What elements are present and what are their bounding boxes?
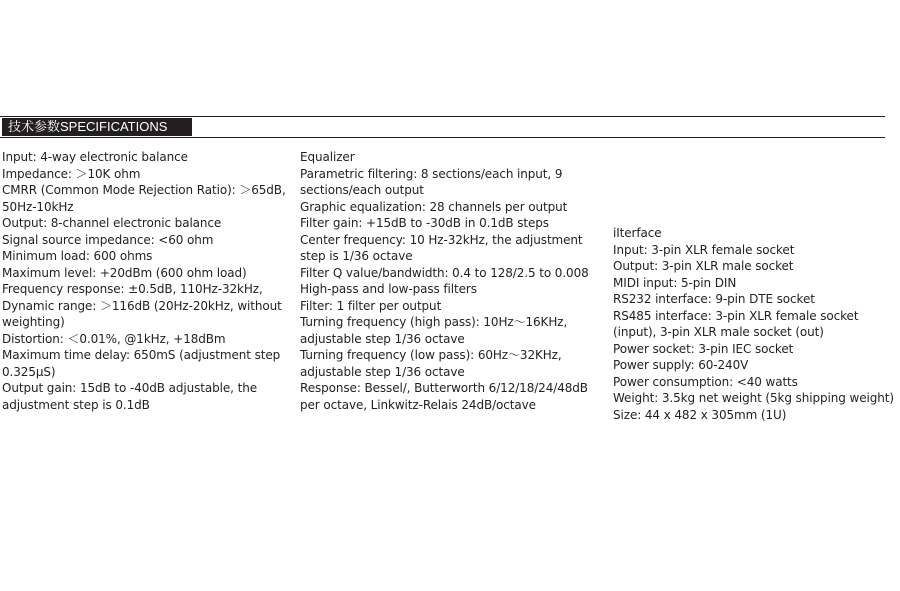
- spec-line-filter-count: Filter: 1 filter per output: [300, 298, 442, 313]
- spec-line-cmrr: CMRR (Common Mode Rejection Ratio): ＞65dB, 50Hz-10kHz: [2, 183, 286, 214]
- spec-line-dynamic-range: Dynamic range: ＞116dB (20Hz-20kHz, without weighting): [2, 298, 282, 329]
- section-heading: 技术参数SPECIFICATIONS: [2, 118, 192, 136]
- spec-line-output-gain: Output gain: 15dB to -40dB adjustable, the adjustment step is 0.1dB: [2, 381, 258, 412]
- spec-line-parametric-filtering: Parametric filtering: 8 sections/each input, 9 sections/each output: [300, 166, 563, 197]
- spec-line-minimum-load: Minimum load: 600 ohms: [2, 249, 153, 263]
- spec-line-time-delay: Maximum time delay: 650mS (adjustment step 0.325μS): [2, 348, 281, 379]
- spec-line-output-socket: Output: 3-pin XLR male socket: [613, 259, 794, 273]
- bottom-rule: [0, 137, 885, 138]
- spec-line-response: Response: Bessel/, Butterworth 6/12/18/24/48dB per octave, Linkwitz-Relais 24dB/octave: [300, 381, 588, 412]
- spec-line-equalizer-heading: Equalizer: [300, 150, 355, 164]
- spec-line-graphic-eq: Graphic equalization: 28 channels per output: [300, 199, 568, 214]
- spec-line-output: Output: 8-channel electronic balance: [2, 216, 222, 230]
- spec-line-filter-q: Filter Q value/bandwidth: 0.4 to 128/2.5 to 0.008: [300, 265, 589, 280]
- spec-line-distortion: Distortion: ＜0.01%, @1kHz, +18dBm: [2, 331, 226, 346]
- spec-line-input-socket: Input: 3-pin XLR female socket: [613, 242, 795, 257]
- spec-line-source-impedance: Signal source impedance: <60 ohm: [2, 232, 214, 247]
- spec-line-size: Size: 44 x 482 x 305mm (1U): [613, 407, 787, 422]
- spec-line-high-pass: Turning frequency (high pass): 10Hz～16KHz, adjustable step 1/36 octave: [300, 315, 568, 346]
- top-rule: [0, 116, 885, 117]
- spec-line-frequency-response: Frequency response: ±0.5dB, 110Hz-32kHz,: [2, 282, 263, 296]
- spec-line-midi-input: MIDI input: 5-pin DIN: [613, 275, 737, 290]
- equalizer-specs-column: [300, 149, 598, 413]
- spec-line-rs485: RS485 interface: 3-pin XLR female socket (input), 3-pin XLR male socket (out): [613, 308, 859, 339]
- spec-line-filter-gain: Filter gain: +15dB to -30dB in 0.1dB steps: [300, 216, 549, 230]
- spec-line-input: Input: 4-way electronic balance: [2, 150, 188, 164]
- spec-line-power-supply: Power supply: 60-240V: [613, 358, 749, 372]
- spec-line-interface-heading: iIterface: [613, 226, 662, 240]
- spec-line-impedance: Impedance: ＞10K ohm: [2, 166, 141, 181]
- spec-line-low-pass: Turning frequency (low pass): 60Hz～32KHz, adjustable step 1/36 octave: [300, 348, 562, 379]
- spec-line-power-socket: Power socket: 3-pin IEC socket: [613, 341, 794, 356]
- spec-line-hp-lp-filters: High-pass and low-pass filters: [300, 282, 477, 296]
- spec-line-weight: Weight: 3.5kg net weight (5kg shipping weight): [613, 391, 894, 405]
- spec-line-maximum-level: Maximum level: +20dBm (600 ohm load): [2, 265, 247, 280]
- interface-specs-column: [613, 225, 900, 423]
- electrical-specs-column: [2, 149, 294, 413]
- spec-line-power-consumption: Power consumption: <40 watts: [613, 374, 798, 389]
- spec-line-rs232: RS232 interface: 9-pin DTE socket: [613, 292, 815, 306]
- spec-line-center-frequency: Center frequency: 10 Hz-32kHz, the adjustment step is 1/36 octave: [300, 232, 583, 263]
